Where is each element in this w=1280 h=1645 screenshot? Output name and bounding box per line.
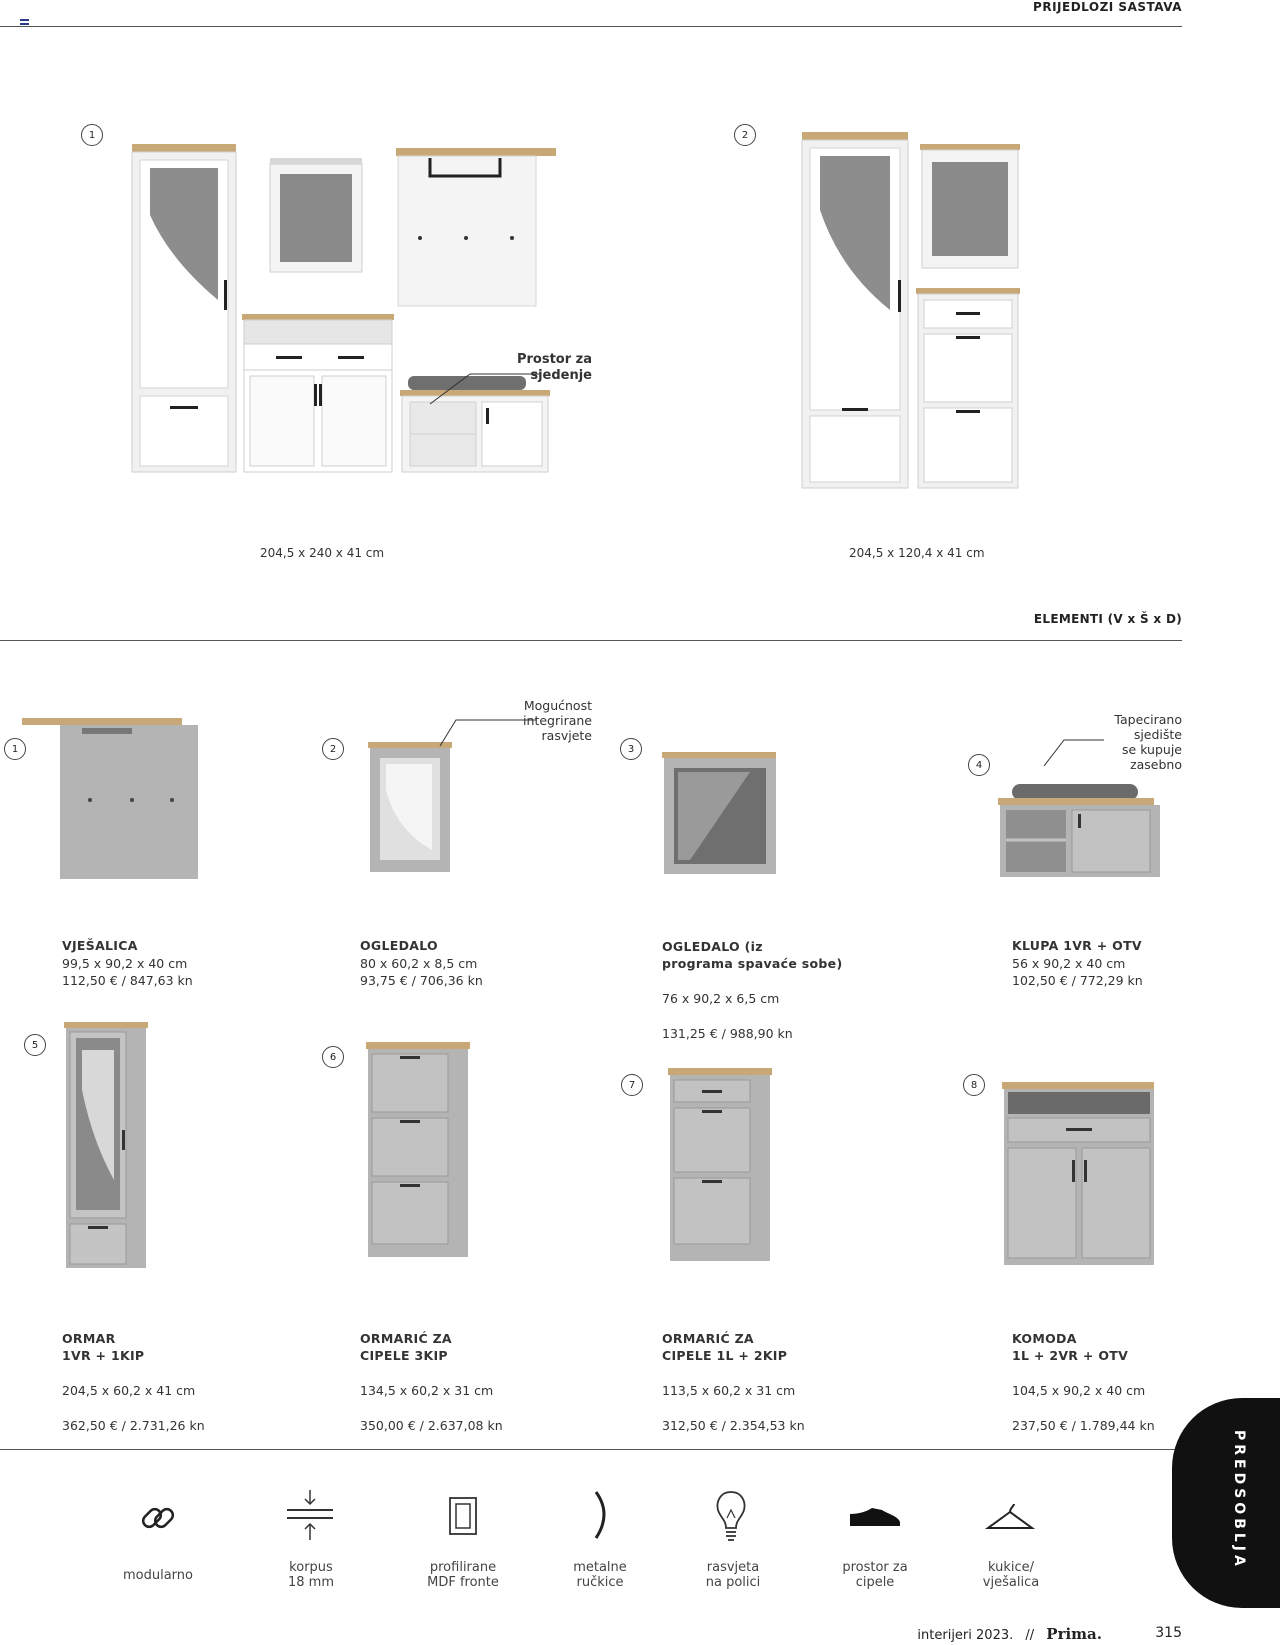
product-dimensions: 113,5 x 60,2 x 31 cm [662, 1383, 796, 1398]
product-number-badge: 2 [322, 738, 344, 760]
product-price: 237,50 € / 1.789,44 kn [1012, 1418, 1155, 1433]
product-price: 312,50 € / 2.354,53 kn [662, 1418, 805, 1433]
coat-hanger-illustration [20, 716, 190, 886]
set-1-dimensions: 204,5 x 240 x 41 cm [260, 546, 385, 560]
product-name: VJEŠALICA [62, 938, 138, 953]
product-card [62, 1312, 205, 1452]
lighting-annotation: Mogućnost integrirane rasvjete [523, 698, 592, 743]
bench-illustration [996, 780, 1166, 900]
feature-label: kukice/ vješalica [982, 1560, 1040, 1590]
product-number-badge: 7 [621, 1074, 643, 1096]
product-card [360, 1312, 503, 1452]
feature-label: prostor za cipele [842, 1560, 908, 1590]
upholstered-annotation: Tapecirano sjedište se kupuje zasebno [1114, 712, 1182, 772]
product-dimensions: 134,5 x 60,2 x 31 cm [360, 1383, 494, 1398]
product-number-badge: 8 [963, 1074, 985, 1096]
product-price: 131,25 € / 988,90 kn [662, 1026, 793, 1041]
feature-label: modularno [123, 1568, 193, 1583]
feature-label: profilirane MDF fronte [427, 1560, 499, 1590]
feature-label: rasvjeta na polici [705, 1560, 761, 1590]
product-dimensions: 76 x 90,2 x 6,5 cm [662, 991, 780, 1006]
shoe-icon [848, 1506, 902, 1528]
hanger-icon [986, 1502, 1034, 1532]
product-name: OGLEDALO [360, 938, 438, 953]
product-card [360, 937, 483, 990]
seating-callout: Prostor za sjedenje [516, 352, 592, 383]
product-dimensions: 80 x 60,2 x 8,5 cm [360, 955, 478, 971]
menu-icon[interactable] [20, 19, 29, 25]
product-card [1012, 937, 1143, 990]
bedroom-mirror-illustration [660, 750, 780, 880]
product-name: ORMARIĆ ZA CIPELE 3KIP [360, 1330, 452, 1363]
product-dimensions: 104,5 x 90,2 x 40 cm [1012, 1383, 1146, 1398]
product-price: 362,50 € / 2.731,26 kn [62, 1418, 205, 1433]
thickness-icon [285, 1488, 335, 1544]
wardrobe-illustration [62, 1020, 152, 1270]
shoe-cabinet-2-illustration [666, 1066, 776, 1266]
dresser-illustration [1000, 1080, 1160, 1270]
product-name: ORMAR 1VR + 1KIP [62, 1330, 145, 1363]
product-number-badge: 6 [322, 1046, 344, 1068]
bulb-icon [714, 1490, 748, 1546]
handle-icon [592, 1490, 616, 1540]
product-card [1012, 1312, 1155, 1452]
product-name: KLUPA 1VR + OTV [1012, 938, 1142, 953]
panel-icon [448, 1496, 478, 1536]
set-2-dimensions: 204,5 x 120,4 x 41 cm [849, 546, 985, 560]
product-dimensions: 99,5 x 90,2 x 40 cm [62, 955, 188, 971]
product-number-badge: 1 [4, 738, 26, 760]
product-number-badge: 5 [24, 1034, 46, 1056]
product-price: 93,75 € / 706,36 kn [360, 973, 483, 988]
footer-magazine-title: interijeri 2023. [917, 1628, 1014, 1643]
mirror-illustration [366, 740, 456, 880]
set-2-illustration [800, 130, 1030, 490]
product-card [662, 920, 842, 1060]
footer-magazine [917, 1625, 1102, 1643]
features-divider [0, 1449, 1182, 1450]
product-name: OGLEDALO (iz programa spavaće sobe) [662, 938, 843, 971]
product-number-badge: 3 [620, 738, 642, 760]
footer-separator: // [1025, 1628, 1035, 1643]
product-name: ORMARIĆ ZA CIPELE 1L + 2KIP [662, 1330, 788, 1363]
product-price: 102,50 € / 772,29 kn [1012, 973, 1143, 988]
footer-brand: Prima. [1046, 1625, 1102, 1643]
product-card [62, 937, 193, 990]
page-section-title: PRIJEDLOZI SASTAVA [1033, 0, 1182, 14]
product-name: KOMODA 1L + 2VR + OTV [1012, 1330, 1129, 1363]
product-dimensions: 204,5 x 60,2 x 41 cm [62, 1383, 196, 1398]
product-card [662, 1312, 805, 1452]
shoe-cabinet-3-illustration [364, 1040, 474, 1260]
link-icon [138, 1498, 178, 1538]
set-number-badge: 2 [734, 124, 756, 146]
feature-label: korpus 18 mm [287, 1560, 334, 1590]
product-number-badge: 4 [968, 754, 990, 776]
page-number: 315 [1155, 1625, 1182, 1641]
product-price: 112,50 € / 847,63 kn [62, 973, 193, 988]
feature-label: metalne ručkice [573, 1560, 627, 1590]
elements-title: ELEMENTI (V x Š x D) [1033, 612, 1182, 626]
product-price: 350,00 € / 2.637,08 kn [360, 1418, 503, 1433]
section-divider [0, 640, 1182, 641]
set-1-illustration [130, 140, 570, 490]
set-number-badge: 1 [81, 124, 103, 146]
section-tab-label: PREDSOBLJA [1231, 1430, 1247, 1570]
header-divider [0, 26, 1182, 27]
product-dimensions: 56 x 90,2 x 40 cm [1012, 955, 1126, 971]
